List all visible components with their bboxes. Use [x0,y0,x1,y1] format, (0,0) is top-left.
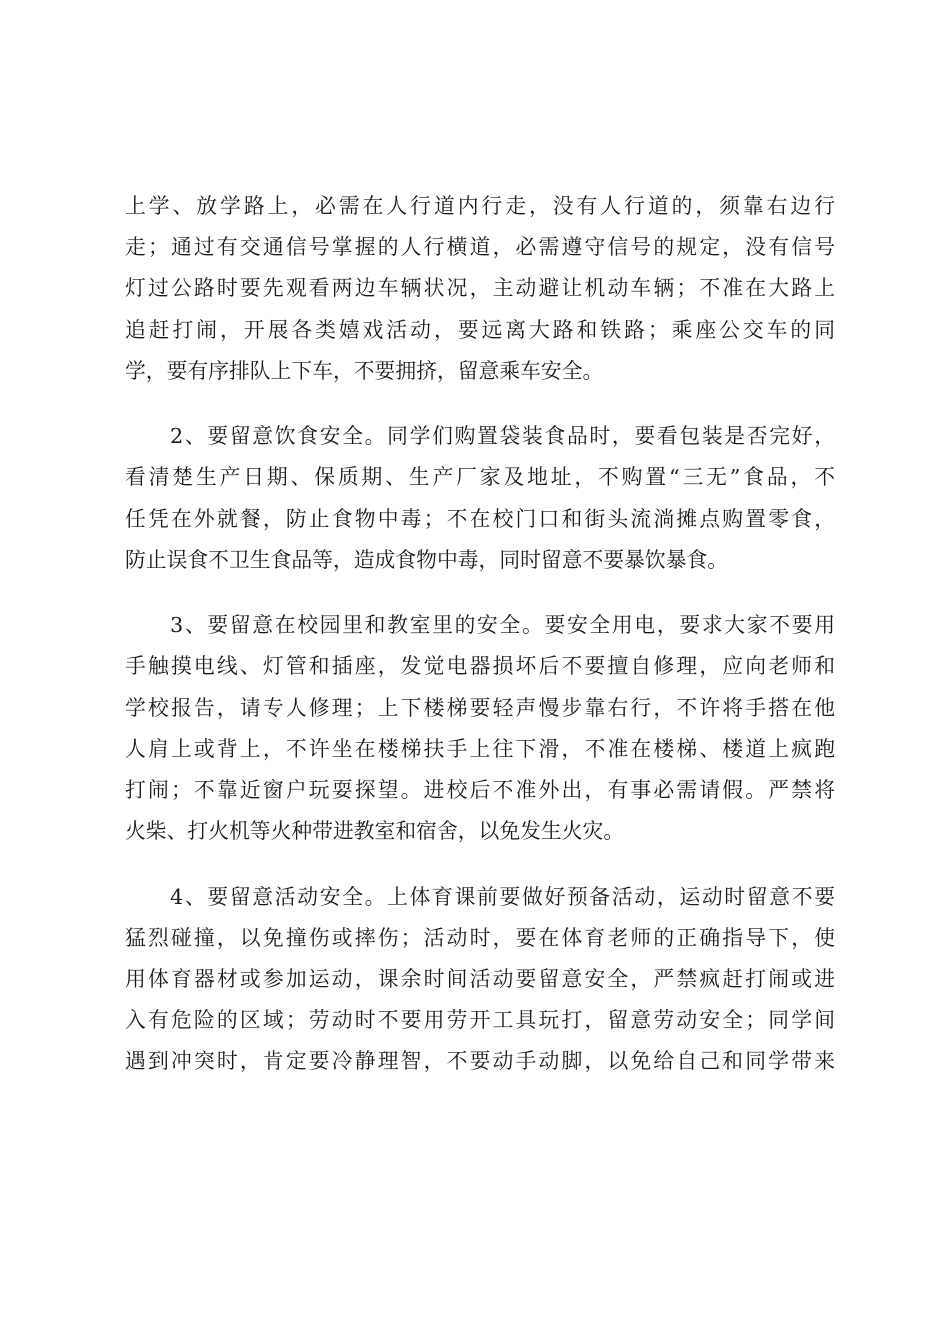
text-line: 遇到冲突时，肯定要冷静理智，不要动手动脚，以免给自己和同学带来 [125,1049,835,1074]
paragraph-spacer [125,392,835,416]
paragraph-2 [125,416,835,581]
document-body [125,186,835,1083]
text-line: 用体育器材或参加运动，课余时间活动要留意安全，严禁疯赶打闹或进 [125,967,835,992]
paragraph-4 [125,877,835,1083]
text-line: 上学、放学路上，必需在人行道内行走，没有人行道的，须靠右边行 [125,194,835,218]
text-line: 学校报告，请专人修理；上下楼梯要轻声慢步靠右行，不许将手搭在他 [125,695,835,720]
text-line: 看清楚生产日期、保质期、生产厂家及地址，不购置“三无”食品，不 [125,465,835,490]
text-line: 任凭在外就餐，防止食物中毒；不在校门口和街头流淌摊点购置零食， [125,506,835,531]
text-line: 入有危险的区域；劳动时不要用劳开工具玩打，留意劳动安全；同学间 [125,1008,835,1033]
text-line: 猛烈碰撞，以免撞伤或摔伤；活动时，要在体育老师的正确指导下，使 [125,925,835,950]
paragraph-3 [125,605,835,852]
paragraph-spacer [125,581,835,605]
text-line: 灯过公路时要先观看两边车辆状况，主动避让机动车辆；不准在大路上 [125,276,835,301]
text-line: 手触摸电线、灯管和插座，发觉电器损坏后不要擅自修理，应向老师和 [125,654,835,679]
text-line: 学，要有序排队上下车，不要拥挤，留意乘车安全。 [125,358,604,383]
text-line: 4、要留意活动安全。上体育课前要做好预备活动，运动时留意不要 [125,884,835,909]
paragraph-spacer [125,852,835,876]
text-line: 3、要留意在校园里和教室里的安全。要安全用电，要求大家不要用 [125,613,835,638]
text-line: 打闹；不靠近窗户玩耍探望。进校后不准外出，有事必需请假。严禁将 [125,778,835,803]
text-line: 走；通过有交通信号掌握的人行横道，必需遵守信号的规定，没有信号 [125,235,835,260]
text-line: 人肩上或背上，不许坐在楼梯扶手上往下滑，不准在楼梯、楼道上疯跑 [125,736,835,761]
text-line: 防止误食不卫生食品等，造成食物中毒，同时留意不要暴饮暴食。 [125,547,729,572]
paragraph-1 [125,186,835,392]
text-line: 2、要留意饮食安全。同学们购置袋装食品时，要看包装是否完好， [125,424,835,449]
text-line: 追赶打闹，开展各类嬉戏活动，要远离大路和铁路；乘座公交车的同 [125,317,835,342]
text-line: 火柴、打火机等火种带进教室和宿舍，以免发生火灾。 [125,819,625,844]
